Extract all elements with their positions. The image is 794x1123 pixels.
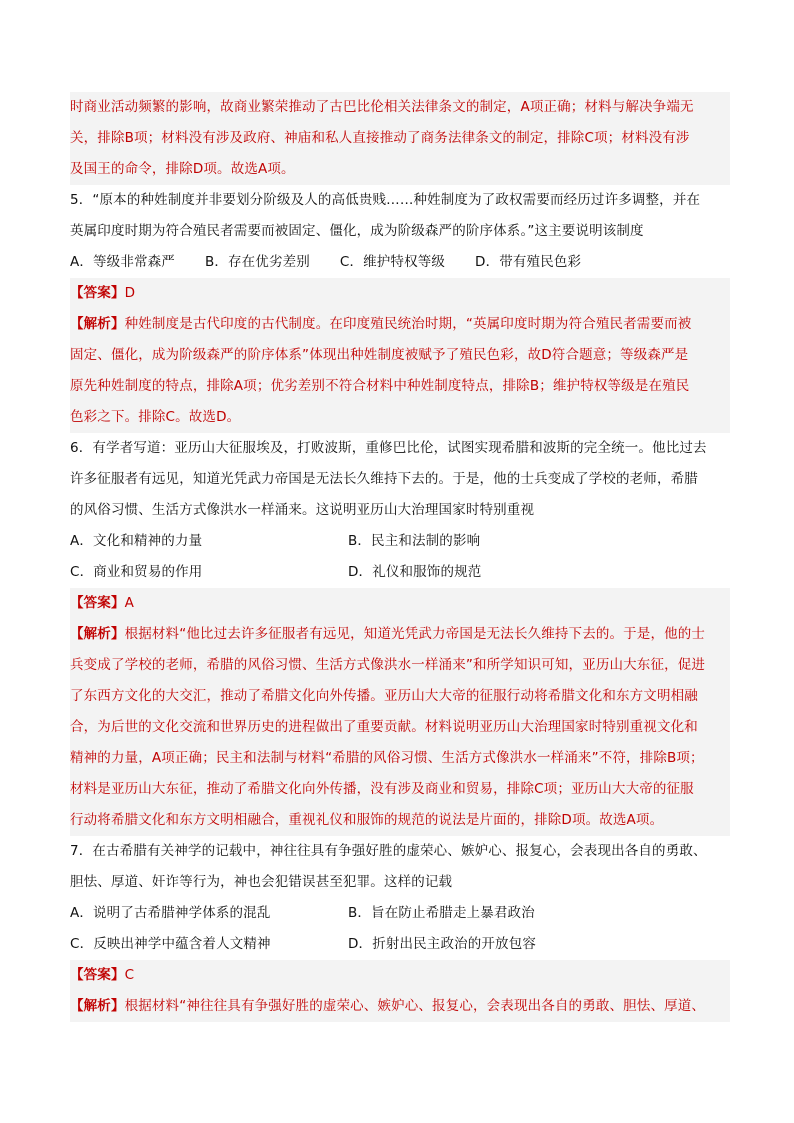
analysis-tag: 【解析】 <box>70 316 125 332</box>
option-d: D．带有殖民色彩 <box>475 254 582 270</box>
question-5-stem: 英属印度时期为符合殖民者需要而被固定、僵化，成为阶级森严的阶序体系。”这主要说明该制度 <box>70 223 644 239</box>
analysis-text: 材料是亚历山大东征，推动了希腊文化向外传播，没有涉及商业和贸易，排除C项；亚历山大大帝的征服 <box>70 774 730 805</box>
question-6-answer <box>70 588 730 619</box>
answer-tag: 【答案】 <box>70 967 125 983</box>
answer-value: D <box>124 285 136 301</box>
answer-value: C <box>124 967 135 983</box>
question-6-stem: 6．有学者写道：亚历山大征服埃及，打败波斯，重修巴比伦，试图实现希腊和波斯的完全统一。他比过去 <box>70 440 707 456</box>
option-d: D．折射出民主政治的开放包容 <box>348 936 536 952</box>
question-7-stem: 7．在古希腊有关神学的记载中，神往往具有争强好胜的虚荣心、嫉妒心、报复心，会表现出各自的勇敢、 <box>70 843 707 859</box>
page-content <box>70 92 730 1022</box>
option-a: A．等级非常森严 <box>70 254 175 270</box>
analysis-text: 合，为后世的文化交流和世界历史的进程做出了重要贡献。材料说明亚历山大治理国家时特别重视文化和 <box>70 712 730 743</box>
analysis-text: 种姓制度是古代印度的古代制度。在印度殖民统治时期，“英属印度时期为符合殖民者需要而被 <box>124 316 692 332</box>
analysis-text: 固定、僵化，成为阶级森严的阶序体系”体现出种姓制度被赋予了殖民色彩，故D符合题意；等级森严是 <box>70 340 730 371</box>
analysis-continuation-line: 及国王的命令，排除D项。故选A项。 <box>70 154 730 185</box>
analysis-continuation-line: 关，排除B项；材料没有涉及政府、神庙和私人直接推动了商务法律条文的制定，排除C项；材料没有涉 <box>70 123 730 154</box>
question-5-stem: 5．“原本的种姓制度并非要划分阶级及人的高低贵贱……种姓制度为了政权需要而经历过许多调整，并在 <box>70 192 701 208</box>
analysis-text: 了东西方文化的大交汇，推动了希腊文化向外传播。亚历山大大帝的征服行动将希腊文化和东方文明相融 <box>70 681 730 712</box>
question-6-options-row <box>70 526 730 557</box>
question-7-options-row <box>70 898 730 929</box>
answer-tag: 【答案】 <box>70 595 125 611</box>
analysis-text: 原先种姓制度的特点，排除A项；优劣差别不符合材料中种姓制度特点，排除B；维护特权等级是在殖民 <box>70 371 730 402</box>
analysis-tag: 【解析】 <box>70 998 125 1014</box>
option-d: D．礼仪和服饰的规范 <box>348 564 482 580</box>
answer-tag: 【答案】 <box>70 285 125 301</box>
question-5-analysis <box>70 309 730 340</box>
option-b: B．存在优劣差别 <box>204 254 310 270</box>
question-7-stem: 胆怯、厚道、奸诈等行为，神也会犯错误甚至犯罪。这样的记载 <box>70 874 453 890</box>
question-7-answer <box>70 960 730 991</box>
analysis-text: 精神的力量，A项正确；民主和法制与材料“希腊的风俗习惯、生活方式像洪水一样涌来”不符，排除B项； <box>70 743 730 774</box>
answer-value: A <box>124 595 134 611</box>
option-b: B．民主和法制的影响 <box>348 533 481 549</box>
question-5-options <box>70 247 730 278</box>
question-6-stem: 许多征服者有远见，知道光凭武力帝国是无法长久维持下去的。于是，他的士兵变成了学校的老师，希腊 <box>70 471 698 487</box>
option-c: C．商业和贸易的作用 <box>70 564 203 580</box>
analysis-text: 根据材料“神往往具有争强好胜的虚荣心、嫉妒心、报复心，会表现出各自的勇敢、胆怯、厚道、 <box>124 998 706 1014</box>
analysis-text: 根据材料“他比过去许多征服者有远见，知道光凭武力帝国是无法长久维持下去的。于是，他的士 <box>124 626 706 642</box>
analysis-tag: 【解析】 <box>70 626 125 642</box>
option-c: C．反映出神学中蕴含着人文精神 <box>70 936 271 952</box>
question-6-options-row <box>70 557 730 588</box>
option-c: C．维护特权等级 <box>339 254 446 270</box>
option-a: A．文化和精神的力量 <box>70 533 203 549</box>
question-6-analysis <box>70 619 730 650</box>
analysis-text: 兵变成了学校的老师，希腊的风俗习惯、生活方式像洪水一样涌来”和所学知识可知，亚历山大东征，促进 <box>70 650 730 681</box>
option-b: B．旨在防止希腊走上暴君政治 <box>348 905 535 921</box>
analysis-text: 行动将希腊文化和东方文明相融合，重视礼仪和服饰的规范的说法是片面的，排除D项。故选A项。 <box>70 805 730 836</box>
analysis-text: 色彩之下。排除C。故选D。 <box>70 402 730 433</box>
question-6-stem: 的风俗习惯、生活方式像洪水一样涌来。这说明亚历山大治理国家时特别重视 <box>70 502 535 518</box>
option-a: A．说明了古希腊神学体系的混乱 <box>70 905 271 921</box>
question-5-answer <box>70 278 730 309</box>
question-7-analysis <box>70 991 730 1022</box>
question-7-options-row <box>70 929 730 960</box>
analysis-continuation-line: 时商业活动频繁的影响，故商业繁荣推动了古巴比伦相关法律条文的制定，A项正确；材料与解决争端无 <box>70 92 730 123</box>
